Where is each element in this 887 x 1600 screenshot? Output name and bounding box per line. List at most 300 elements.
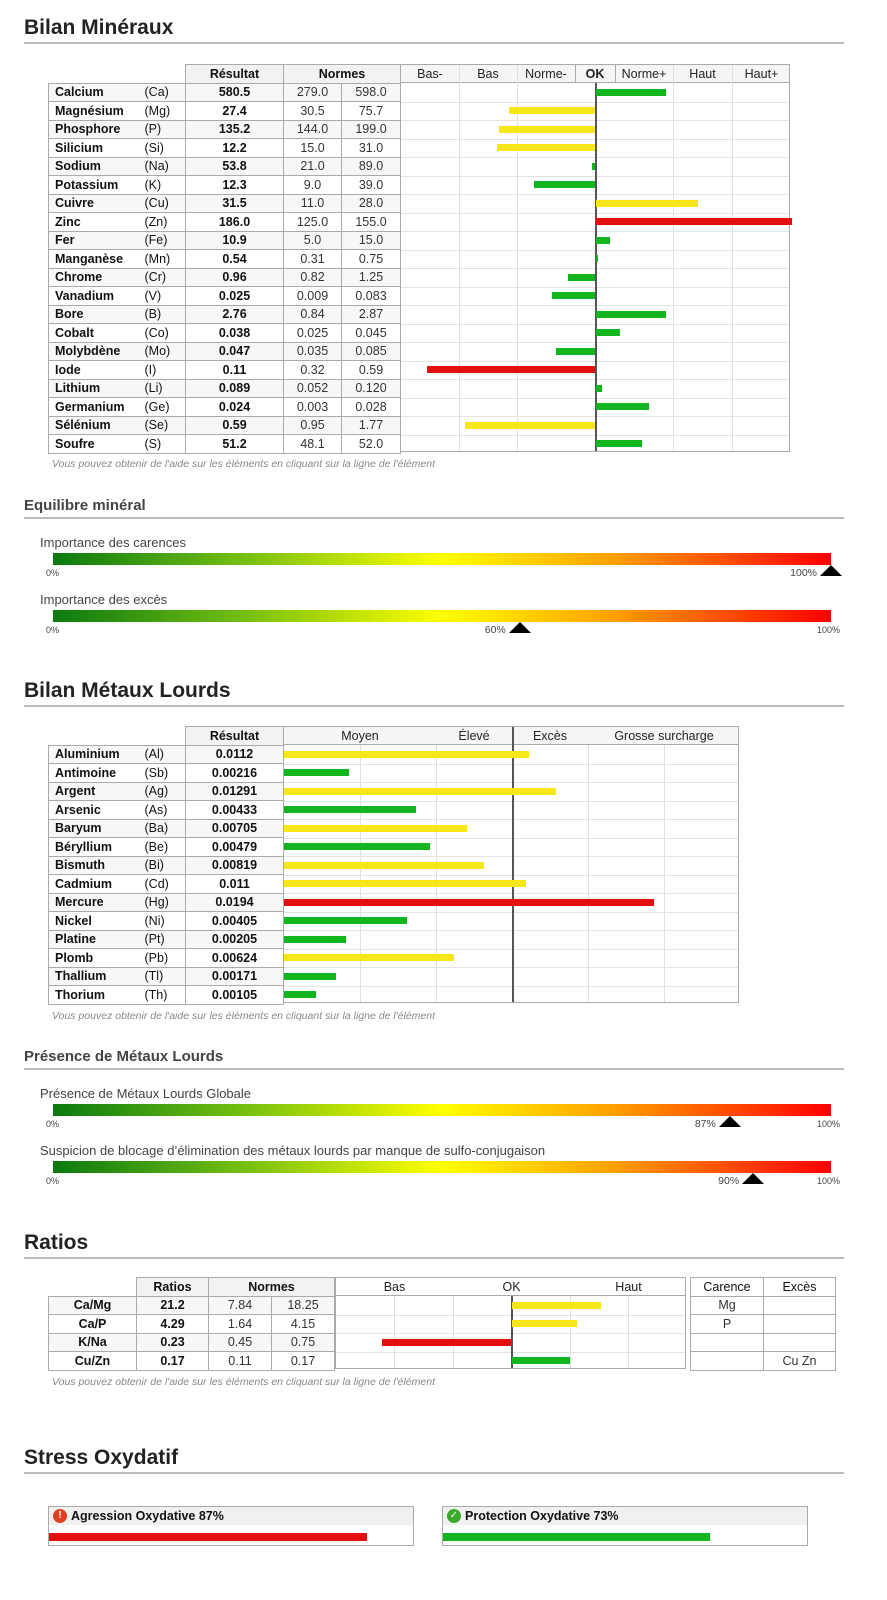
agression-panel[interactable] [48,1506,414,1546]
metals-col-header: Moyen [341,729,379,743]
metal-symbol: (Bi) [139,856,186,875]
equilibre-gauge-label: Importance des carences [40,535,186,550]
ratio-norm-max: 0.17 [272,1352,335,1371]
presence-gauge-value: 87% [694,1118,716,1130]
ratios-col-header: OK [502,1280,521,1294]
metals-note: Vous pouvez obtenir de l'aide sur les éléments en cliquant sur la ligne de l'élément [52,1010,436,1022]
mineral-result: 0.047 [186,342,284,361]
presence-gauge-value: 90% [718,1175,740,1187]
metal-row[interactable] [49,745,284,764]
mineral-norm-max: 598.0 [342,83,401,102]
mineral-symbol: (Ca) [139,83,186,102]
mineral-norm-max: 0.028 [342,398,401,417]
ratio-row[interactable] [49,1315,335,1334]
mineral-bar [596,200,698,207]
mineral-symbol: (Li) [139,379,186,398]
ratios-header: Ratios [137,1278,209,1297]
metals-col-header: Grosse surcharge [614,729,714,743]
metal-row[interactable] [49,967,284,986]
mineral-norm-max: 155.0 [342,213,401,232]
mineral-norm-min: 0.31 [284,250,342,269]
mineral-row[interactable] [49,287,401,306]
equilibre-gauge-marker [509,622,531,633]
metal-name: Plomb [49,949,139,968]
metal-symbol: (Al) [139,745,186,764]
mineral-row[interactable] [49,83,401,102]
ratio-exces [764,1296,836,1315]
metal-symbol: (Sb) [139,764,186,783]
protection-bar [443,1533,710,1541]
ratios-bar-chart [335,1277,686,1369]
metal-result: 0.00205 [186,930,284,949]
mineral-result: 31.5 [186,194,284,213]
metal-bar [284,936,346,943]
metal-bar [284,751,529,758]
mineral-bar [592,163,595,170]
mineral-symbol: (I) [139,361,186,380]
protection-panel[interactable] [442,1506,808,1546]
result-header: Résultat [186,65,284,84]
metals-bar-chart [283,726,739,1003]
ratio-carence: P [691,1315,764,1334]
metal-result: 0.00705 [186,819,284,838]
mineral-name: Magnésium [49,102,139,121]
presence-gauge-bar [53,1104,831,1116]
equilibre-gauge-bar [53,610,831,622]
mineral-symbol: (Mg) [139,102,186,121]
mineral-row[interactable] [49,305,401,324]
mineral-result: 0.59 [186,416,284,435]
presence-gauge-max: 100% [817,1176,841,1186]
mineral-norm-min: 0.95 [284,416,342,435]
mineral-bar [596,237,610,244]
mineral-name: Germanium [49,398,139,417]
mineral-norm-max: 75.7 [342,102,401,121]
mineral-symbol: (Zn) [139,213,186,232]
metal-symbol: (Hg) [139,893,186,912]
mineral-row[interactable] [49,268,401,287]
mineral-bar [596,255,598,262]
mineral-bar [497,144,595,151]
ratio-norm-min: 1.64 [209,1315,272,1334]
mineral-name: Silicium [49,139,139,158]
mineral-result: 580.5 [186,83,284,102]
metal-symbol: (Th) [139,986,186,1005]
equilibre-gauge-marker [820,565,842,576]
mineral-norm-max: 15.0 [342,231,401,250]
metal-bar [284,825,467,832]
mineral-row[interactable] [49,342,401,361]
presence-gauge-max: 100% [817,1119,841,1129]
mineral-result: 0.96 [186,268,284,287]
ratios-col-header: Bas [383,1280,406,1294]
mineral-bar [596,440,642,447]
metals-result-header: Résultat [186,727,284,746]
metal-name: Argent [49,782,139,801]
ratios-note: Vous pouvez obtenir de l'aide sur les éléments en cliquant sur la ligne de l'élément [52,1376,436,1388]
stress-title: Stress Oxydatif [24,1446,844,1474]
mineral-name: Bore [49,305,139,324]
agression-label: Agression Oxydative 87% [71,1509,224,1523]
metal-row[interactable] [49,949,284,968]
mineral-result: 0.025 [186,287,284,306]
presence-gauge-label: Suspicion de blocage d’élimination des métaux lourds par manque de sulfo-conjugaison [40,1143,546,1158]
carence-header: Carence [691,1278,764,1297]
mineral-norm-min: 0.009 [284,287,342,306]
metal-result: 0.01291 [186,782,284,801]
ratio-value: 4.29 [137,1315,209,1334]
mineral-norm-max: 89.0 [342,157,401,176]
metal-symbol: (Pt) [139,930,186,949]
mineral-norm-min: 0.32 [284,361,342,380]
chart-col-norme: Norme- [525,67,567,81]
mineral-row[interactable] [49,379,401,398]
mineral-norm-max: 0.59 [342,361,401,380]
ratio-bar [512,1302,601,1309]
metal-result: 0.00433 [186,801,284,820]
mineral-row[interactable] [49,120,401,139]
metal-result: 0.011 [186,875,284,894]
mineral-symbol: (V) [139,287,186,306]
mineral-result: 0.024 [186,398,284,417]
mineral-name: Zinc [49,213,139,232]
metal-bar [284,843,430,850]
mineral-result: 0.11 [186,361,284,380]
ratio-name: Ca/P [49,1315,137,1334]
presence-gauge-marker [719,1116,741,1127]
mineral-bar [596,311,666,318]
mineral-row[interactable] [49,361,401,380]
metal-row[interactable] [49,782,284,801]
ratio-exces [764,1333,836,1352]
metal-row[interactable] [49,893,284,912]
mineral-norm-max: 199.0 [342,120,401,139]
mineral-row[interactable] [49,398,401,417]
mineral-result: 12.3 [186,176,284,195]
mineral-norm-min: 5.0 [284,231,342,250]
metal-row[interactable] [49,986,284,1005]
ratio-carence: Mg [691,1296,764,1315]
metal-symbol: (As) [139,801,186,820]
ratio-bar [512,1357,570,1364]
presence-gauge-label: Présence de Métaux Lourds Globale [40,1086,252,1101]
mineral-norm-max: 39.0 [342,176,401,195]
metal-symbol: (Ni) [139,912,186,931]
chart-col-bas: Bas- [417,67,443,81]
mineral-bar [596,403,649,410]
mineral-norm-min: 0.052 [284,379,342,398]
ratio-carence [691,1352,764,1371]
mineral-norm-min: 125.0 [284,213,342,232]
equilibre-gauge-value: 60% [484,624,506,636]
mineral-result: 186.0 [186,213,284,232]
mineral-name: Vanadium [49,287,139,306]
metal-result: 0.00216 [186,764,284,783]
mineral-name: Soufre [49,435,139,454]
ratio-row[interactable] [49,1296,335,1315]
carence-exces-table [690,1277,836,1371]
alert-icon: ! [53,1509,67,1523]
mineral-norm-max: 2.87 [342,305,401,324]
metal-row[interactable] [49,856,284,875]
mineral-symbol: (K) [139,176,186,195]
ratio-value: 0.17 [137,1352,209,1371]
mineral-result: 12.2 [186,139,284,158]
equilibre-gauge-label: Importance des excès [40,592,168,607]
mineral-result: 53.8 [186,157,284,176]
metal-name: Nickel [49,912,139,931]
ratio-norm-min: 0.11 [209,1352,272,1371]
metal-symbol: (Tl) [139,967,186,986]
metal-row[interactable] [49,801,284,820]
mineral-name: Cuivre [49,194,139,213]
mineral-result: 135.2 [186,120,284,139]
minerals-bar-chart [400,64,790,452]
metal-name: Mercure [49,893,139,912]
mineral-result: 27.4 [186,102,284,121]
minerals-table [48,64,401,454]
mineral-norm-min: 30.5 [284,102,342,121]
ratio-name: Ca/Mg [49,1296,137,1315]
mineral-norm-max: 1.25 [342,268,401,287]
metal-bar [284,806,416,813]
metal-result: 0.0112 [186,745,284,764]
mineral-name: Sélénium [49,416,139,435]
mineral-symbol: (Se) [139,416,186,435]
mineral-symbol: (P) [139,120,186,139]
mineral-row[interactable] [49,194,401,213]
metal-result: 0.00624 [186,949,284,968]
mineral-row[interactable] [49,250,401,269]
mineral-symbol: (Ge) [139,398,186,417]
mineral-norm-min: 11.0 [284,194,342,213]
ratio-carence [691,1333,764,1352]
ratio-norm-max: 4.15 [272,1315,335,1334]
metal-result: 0.00171 [186,967,284,986]
mineral-name: Molybdène [49,342,139,361]
mineral-norm-min: 15.0 [284,139,342,158]
ratio-norm-max: 0.75 [272,1333,335,1352]
mineral-symbol: (S) [139,435,186,454]
chart-col-norme: Norme+ [621,67,667,81]
mineral-result: 0.089 [186,379,284,398]
presence-gauge-marker [742,1173,764,1184]
mineral-result: 10.9 [186,231,284,250]
metal-bar [284,991,316,998]
ratio-bar [382,1339,511,1346]
metal-bar [284,880,526,887]
mineral-bar [568,274,595,281]
ratio-norm-max: 18.25 [272,1296,335,1315]
metal-name: Antimoine [49,764,139,783]
mineral-symbol: (Cu) [139,194,186,213]
equilibre-gauge-min: 0% [46,568,60,578]
mineral-bar [596,385,602,392]
metal-name: Thorium [49,986,139,1005]
mineral-row[interactable] [49,102,401,121]
mineral-norm-max: 31.0 [342,139,401,158]
mineral-norm-max: 0.085 [342,342,401,361]
mineral-bar [552,292,595,299]
presence-gauge-min: 0% [46,1119,60,1129]
mineral-norm-max: 0.120 [342,379,401,398]
mineral-norm-max: 1.77 [342,416,401,435]
mineral-norm-max: 28.0 [342,194,401,213]
mineral-norm-max: 52.0 [342,435,401,454]
mineral-symbol: (Mo) [139,342,186,361]
protection-label: Protection Oxydative 73% [465,1509,619,1523]
mineral-row[interactable] [49,157,401,176]
carence-exces-row [691,1333,836,1352]
metal-name: Aluminium [49,745,139,764]
ratios-table [48,1277,335,1371]
metal-name: Bismuth [49,856,139,875]
metal-bar [284,973,336,980]
mineral-name: Phosphore [49,120,139,139]
mineral-row[interactable] [49,416,401,435]
mineral-row[interactable] [49,213,401,232]
metals-table [48,726,284,1005]
mineral-norm-min: 0.035 [284,342,342,361]
metal-result: 0.00479 [186,838,284,857]
metal-bar [284,954,454,961]
mineral-norm-min: 0.84 [284,305,342,324]
mineral-name: Sodium [49,157,139,176]
equilibre-gauge-max: 100% [817,625,841,635]
mineral-name: Calcium [49,83,139,102]
mineral-bar [534,181,595,188]
mineral-symbol: (Si) [139,139,186,158]
norms-header: Normes [284,65,401,84]
mineral-bar [509,107,595,114]
mineral-name: Fer [49,231,139,250]
metal-symbol: (Be) [139,838,186,857]
mineral-result: 0.038 [186,324,284,343]
metal-result: 0.00105 [186,986,284,1005]
metal-result: 0.00405 [186,912,284,931]
metal-name: Thallium [49,967,139,986]
metal-name: Platine [49,930,139,949]
mineral-row[interactable] [49,324,401,343]
mineral-bar [465,422,595,429]
ratio-exces [764,1315,836,1334]
equilibre-gauge-bar [53,553,831,565]
mineral-norm-min: 9.0 [284,176,342,195]
mineral-bar [499,126,595,133]
metal-bar [284,917,407,924]
ratio-row[interactable] [49,1333,335,1352]
equilibre-gauge-value: 100% [790,567,817,579]
ratio-value: 21.2 [137,1296,209,1315]
agression-bar [49,1533,367,1541]
mineral-row[interactable] [49,139,401,158]
mineral-symbol: (Cr) [139,268,186,287]
ratio-name: K/Na [49,1333,137,1352]
mineral-name: Chrome [49,268,139,287]
mineral-norm-max: 0.75 [342,250,401,269]
metal-symbol: (Ag) [139,782,186,801]
ratio-norm-min: 7.84 [209,1296,272,1315]
mineral-result: 0.54 [186,250,284,269]
metal-bar [284,899,654,906]
check-icon: ✓ [447,1509,461,1523]
mineral-result: 2.76 [186,305,284,324]
presence-gauge-bar [53,1161,831,1173]
metal-symbol: (Pb) [139,949,186,968]
metal-name: Baryum [49,819,139,838]
mineral-symbol: (Co) [139,324,186,343]
exces-header: Excès [764,1278,836,1297]
mineral-symbol: (Fe) [139,231,186,250]
mineral-result: 51.2 [186,435,284,454]
metals-col-header: Excès [532,729,568,743]
chart-col-bas: Bas [477,67,499,81]
chart-col-ok: OK [585,67,605,81]
equilibre-title: Equilibre minéral [24,497,844,519]
ratio-norm-min: 0.45 [209,1333,272,1352]
mineral-bar [556,348,595,355]
metal-bar [284,769,349,776]
metal-row[interactable] [49,930,284,949]
mineral-symbol: (B) [139,305,186,324]
metal-row[interactable] [49,819,284,838]
mineral-norm-min: 21.0 [284,157,342,176]
mineral-norm-min: 48.1 [284,435,342,454]
mineral-name: Potassium [49,176,139,195]
mineral-name: Manganèse [49,250,139,269]
equilibre-gauge-min: 0% [46,625,60,635]
ratios-col-header: Haut [615,1280,642,1294]
ratio-bar [512,1320,577,1327]
metal-name: Arsenic [49,801,139,820]
mineral-norm-max: 0.083 [342,287,401,306]
mineral-norm-min: 0.003 [284,398,342,417]
metal-row[interactable] [49,764,284,783]
mineral-name: Cobalt [49,324,139,343]
mineral-bar [596,329,620,336]
chart-col-haut: Haut+ [744,67,779,81]
mineral-name: Iode [49,361,139,380]
metal-row[interactable] [49,912,284,931]
mineral-row[interactable] [49,435,401,454]
mineral-row[interactable] [49,176,401,195]
minerals-title: Bilan Minéraux [24,16,844,44]
mineral-symbol: (Na) [139,157,186,176]
mineral-norm-min: 0.82 [284,268,342,287]
mineral-symbol: (Mn) [139,250,186,269]
metal-bar [284,788,556,795]
mineral-norm-max: 0.045 [342,324,401,343]
metal-result: 0.00819 [186,856,284,875]
mineral-bar [427,366,595,373]
metals-col-header: Élevé [458,729,490,743]
presence-title: Présence de Métaux Lourds [24,1048,844,1070]
metal-name: Béryllium [49,838,139,857]
chart-col-haut: Haut [689,67,716,81]
carence-exces-row [691,1352,836,1371]
ratio-value: 0.23 [137,1333,209,1352]
metal-row[interactable] [49,838,284,857]
metal-row[interactable] [49,875,284,894]
carence-exces-row [691,1296,836,1315]
metal-symbol: (Cd) [139,875,186,894]
ratios-title: Ratios [24,1231,844,1259]
mineral-norm-min: 0.025 [284,324,342,343]
metal-name: Cadmium [49,875,139,894]
ratio-row[interactable] [49,1352,335,1371]
mineral-row[interactable] [49,231,401,250]
presence-gauge-min: 0% [46,1176,60,1186]
